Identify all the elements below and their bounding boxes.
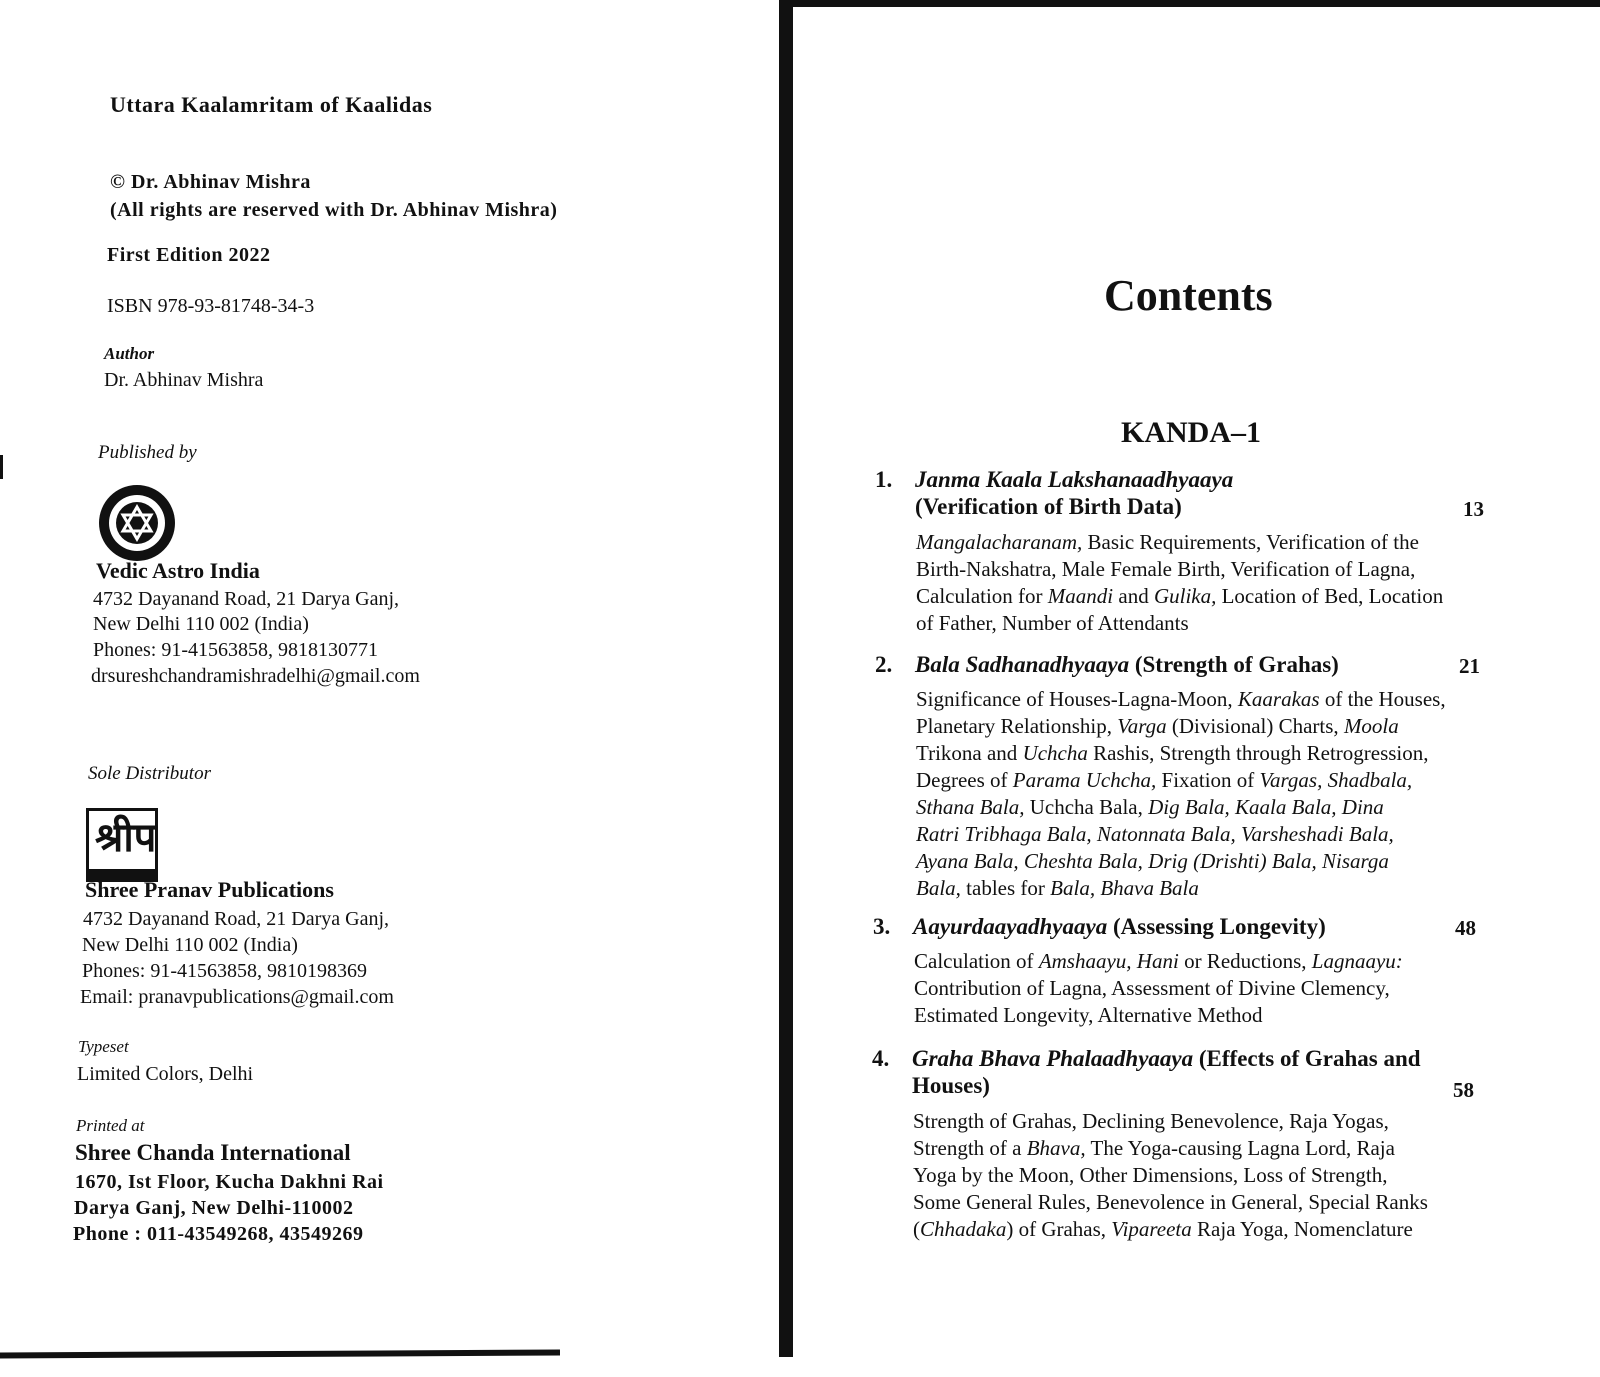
printer-address-1: 1670, Ist Floor, Kucha Dakhni Rai	[75, 1171, 384, 1193]
description-text: (Divisional) Charts,	[1166, 714, 1344, 738]
description-text: Fixation of	[1156, 768, 1260, 792]
published-by-label: Published by	[98, 442, 197, 463]
description-text: Calculation for	[916, 584, 1048, 608]
entry-description-3	[914, 948, 1474, 1029]
entry-page-number: 58	[1453, 1078, 1474, 1102]
vedic-astro-logo	[99, 485, 175, 561]
entry-description-1	[916, 529, 1476, 637]
entry-page-number: 21	[1459, 654, 1480, 678]
description-text: (	[913, 1217, 920, 1241]
description-line	[913, 1216, 1473, 1243]
author-name: Dr. Abhinav Mishra	[104, 369, 264, 391]
italic-term: Lagnaayu:	[1311, 949, 1403, 973]
description-text: or Reductions,	[1178, 949, 1312, 973]
italic-term: Parama Uchcha,	[1012, 768, 1157, 792]
typeset-label: Typeset	[78, 1037, 129, 1056]
bottom-rule	[0, 1350, 560, 1359]
description-line	[916, 740, 1476, 767]
description-text: Contribution of Lagna, Assessment of Divine Clemency,	[914, 976, 1390, 1000]
description-text: The Yoga-causing Lagna Lord, Raja	[1085, 1136, 1395, 1160]
isbn-line: ISBN 978-93-81748-34-3	[107, 295, 315, 317]
description-text: tables for	[960, 876, 1051, 900]
entry-title: Graha Bhava Phalaadhyaaya (Effects of Grahas and Houses)	[912, 1046, 1421, 1098]
entry-number: 1.	[875, 467, 893, 492]
toc-entry-4[interactable]	[872, 1045, 1472, 1105]
edition-line: First Edition 2022	[107, 244, 271, 266]
distributor-email: Email: pranavpublications@gmail.com	[80, 986, 394, 1008]
page-edge-mark	[0, 455, 3, 479]
star-of-david-icon	[116, 502, 158, 544]
italic-term: Moola	[1343, 714, 1399, 738]
description-line	[913, 1162, 1473, 1189]
description-text: Raja Yoga, Nomenclature	[1191, 1217, 1413, 1241]
italic-term: Uchcha	[1022, 741, 1088, 765]
description-line	[914, 975, 1474, 1002]
italic-term: Kaarakas	[1237, 687, 1320, 711]
italic-term: Chhadaka	[920, 1217, 1007, 1241]
description-text: Basic Requirements, Verification of the	[1082, 530, 1419, 554]
distributor-phones: Phones: 91-41563858, 9810198369	[82, 960, 367, 982]
description-text: of Father, Number of Attendants	[916, 611, 1189, 635]
description-text: Strength of Grahas, Declining Benevolence, Raja Yogas,	[913, 1109, 1389, 1133]
publisher-email: drsureshchandramishradelhi@gmail.com	[91, 665, 420, 687]
description-text: Birth-Nakshatra, Male Female Birth, Verification of Lagna,	[916, 557, 1416, 581]
description-line	[916, 529, 1476, 556]
description-text: Uchcha Bala,	[1024, 795, 1149, 819]
contents-heading: Contents	[1104, 271, 1273, 320]
italic-term: Maandi	[1047, 584, 1114, 608]
description-text: of the Houses,	[1319, 687, 1446, 711]
description-text: Some General Rules, Benevolence in General, Special Ranks	[913, 1190, 1428, 1214]
entry-page-number: 48	[1455, 916, 1476, 940]
description-text: Degrees of	[916, 768, 1013, 792]
printer-address-2: Darya Ganj, New Delhi-110002	[74, 1197, 354, 1219]
description-line	[916, 821, 1476, 848]
publisher-address-1: 4732 Dayanand Road, 21 Darya Ganj,	[93, 588, 400, 610]
description-line	[916, 556, 1476, 583]
description-text: Rashis, Strength through Retrogression,	[1087, 741, 1429, 765]
description-text: Significance of Houses-Lagna-Moon,	[916, 687, 1238, 711]
entry-page-number: 13	[1463, 497, 1484, 521]
description-line	[916, 610, 1476, 637]
entry-title: Janma Kaala Lakshanaadhyaaya (Verification of Birth Data)	[915, 467, 1234, 519]
description-line	[914, 948, 1474, 975]
italic-term: Sthana Bala,	[916, 795, 1025, 819]
entry-title: Aayurdaayadhyaaya (Assessing Longevity)	[913, 914, 1326, 939]
description-line	[916, 767, 1476, 794]
description-line	[916, 713, 1476, 740]
description-line	[916, 875, 1476, 902]
description-line	[913, 1189, 1473, 1216]
description-text: Trikona and	[916, 741, 1023, 765]
entry-number: 2.	[875, 652, 893, 677]
shree-pranav-logo: श्रीप	[86, 808, 158, 882]
imprint-page	[0, 0, 780, 1377]
kanda-heading: KANDA–1	[1121, 416, 1261, 449]
distributor-name: Shree Pranav Publications	[85, 877, 334, 902]
description-line	[916, 686, 1476, 713]
entry-title: Bala Sadhanadhyaaya (Strength of Grahas)	[915, 652, 1339, 677]
book-spine-shadow	[779, 0, 793, 1357]
description-line	[914, 1002, 1474, 1029]
copyright-line: © Dr. Abhinav Mishra	[110, 171, 311, 193]
publisher-address-2: New Delhi 110 002 (India)	[93, 613, 309, 635]
distributor-label: Sole Distributor	[88, 763, 211, 784]
publisher-name: Vedic Astro India	[96, 558, 260, 583]
printer-phone: Phone : 011-43549268, 43549269	[73, 1223, 364, 1245]
description-line	[916, 848, 1476, 875]
distributor-address-2: New Delhi 110 002 (India)	[82, 934, 298, 956]
description-line	[916, 583, 1476, 610]
rights-line: (All rights are reserved with Dr. Abhinav Mishra)	[110, 199, 558, 221]
entry-description-4	[913, 1108, 1473, 1243]
description-text: Location of Bed, Location	[1216, 584, 1444, 608]
toc-entry-1[interactable]	[875, 466, 1484, 526]
italic-term: Bala,	[916, 876, 961, 900]
description-text: Strength of a	[913, 1136, 1027, 1160]
printer-name: Shree Chanda International	[75, 1140, 351, 1165]
italic-term: Dig Bala, Kaala Bala, Dina	[1148, 795, 1384, 819]
italic-term: Ratri Tribhaga Bala, Natonnata Bala, Varsheshadi Bala,	[916, 822, 1394, 846]
description-text: and	[1113, 584, 1154, 608]
printed-label: Printed at	[76, 1116, 145, 1135]
italic-term: Bhava,	[1026, 1136, 1086, 1160]
description-line	[916, 794, 1476, 821]
italic-term: Ayana Bala, Cheshta Bala, Drig (Drishti) Bala, Nisarga	[916, 849, 1389, 873]
toc-entry-3[interactable]	[873, 913, 1476, 943]
description-text: Planetary Relationship,	[916, 714, 1118, 738]
description-text: Calculation of	[914, 949, 1039, 973]
italic-term: Bala, Bhava Bala	[1050, 876, 1199, 900]
publisher-phones: Phones: 91-41563858, 9818130771	[93, 639, 378, 661]
italic-term: Mangalacharanam,	[916, 530, 1083, 554]
distributor-address-1: 4732 Dayanand Road, 21 Darya Ganj,	[83, 908, 390, 930]
top-edge-shadow	[793, 0, 1600, 7]
italic-term: Gulika,	[1153, 584, 1217, 608]
italic-term: Varga	[1117, 714, 1167, 738]
author-label: Author	[104, 344, 155, 363]
entry-number: 4.	[872, 1046, 890, 1071]
entry-number: 3.	[873, 914, 891, 939]
description-text: ) of Grahas,	[1006, 1217, 1112, 1241]
entry-description-2	[916, 686, 1476, 902]
toc-entry-2[interactable]	[875, 651, 1480, 681]
description-line	[913, 1135, 1473, 1162]
description-line	[913, 1108, 1473, 1135]
book-title: Uttara Kaalamritam of Kaalidas	[110, 92, 433, 117]
description-text: Estimated Longevity, Alternative Method	[914, 1003, 1263, 1027]
typeset-by: Limited Colors, Delhi	[77, 1063, 254, 1085]
italic-term: Vargas, Shadbala,	[1259, 768, 1413, 792]
italic-term: Amshaayu, Hani	[1038, 949, 1179, 973]
italic-term: Vipareeta	[1111, 1217, 1192, 1241]
description-text: Yoga by the Moon, Other Dimensions, Loss of Strength,	[913, 1163, 1388, 1187]
